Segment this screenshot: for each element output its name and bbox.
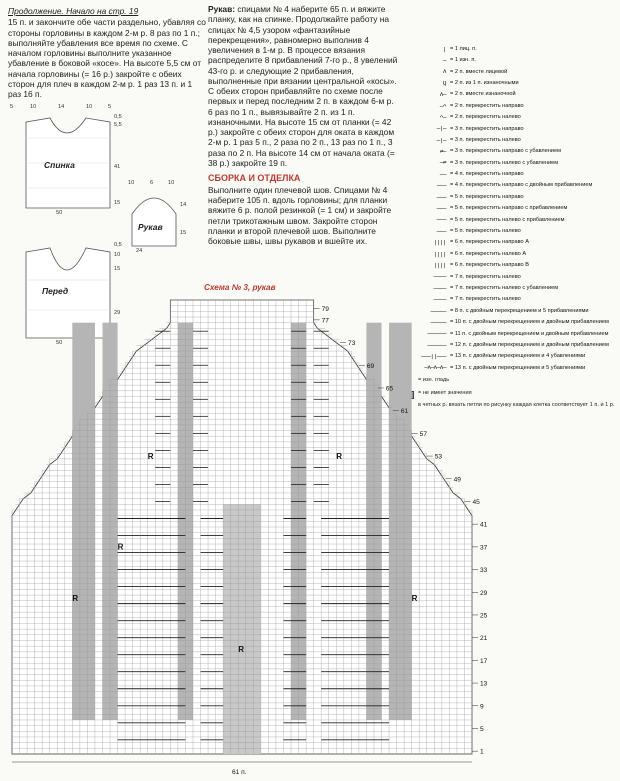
back-side-dim-3: 41 xyxy=(114,164,121,170)
sleeve-top-dim-2: 6 xyxy=(150,180,154,186)
front-width: 50 xyxy=(56,340,63,346)
legend-label: = 1 изн. п. xyxy=(450,57,476,64)
legend-symbol: |||| xyxy=(433,262,446,269)
row-number: 61 xyxy=(400,408,409,416)
assembly-body: Выполните один плечевой шов. Спицами № 4 наберите 105 п. вдоль горловины; для планки вяжите 6 р. полой резинкой (= 1 см) и закройте петли трикотажным швом. Закройте сторон планки и второй плечевой шов. Выполните боковые швы, швы рукавов и вшейте их. xyxy=(208,184,392,247)
legend-symbol: |||| xyxy=(433,240,446,247)
legend-label: = 3 п. перекрестить направо xyxy=(450,125,524,132)
legend-symbol: —————— xyxy=(427,342,446,349)
legend-symbol: ⇌— xyxy=(439,149,446,156)
legend-label: = 2 п. из 1 п. изнаночными xyxy=(450,79,519,86)
legend-label: = 7 п. перекрестить налево xyxy=(450,296,521,303)
legend-label: = 4 п. перекрестить направо с двойным прибавлением xyxy=(450,182,593,189)
legend-symbol: ʌ xyxy=(442,69,446,76)
legend-label: = 3 п. перекрестить налево с убавлением xyxy=(450,159,559,166)
back-width: 50 xyxy=(56,210,63,216)
row-number: 57 xyxy=(419,430,428,438)
legend-label: = 10 п. с двойным перекрещением и двойным прибавлением xyxy=(450,319,609,326)
legend-symbol: ᴖ— xyxy=(439,114,446,121)
legend-symbol: ——— xyxy=(436,228,446,235)
r-symbol-text: = изн. гладь xyxy=(418,377,450,384)
legend-symbol: ———— xyxy=(433,274,446,281)
assembly-heading: СБОРКА И ОТДЕЛКА xyxy=(208,173,301,183)
back-top-dim-4: 10 xyxy=(86,104,93,110)
legend-label: = 7 п. перекрестить налево xyxy=(450,273,521,280)
row-number: 17 xyxy=(480,657,488,665)
row-number: 65 xyxy=(385,385,394,393)
back-top-dim-5: 5 xyxy=(108,104,112,110)
legend-label: = 12 п. с двойным перекрещением и двойным прибавлением xyxy=(450,341,609,348)
row-number: 41 xyxy=(480,521,488,529)
back-top-dim-1: 5 xyxy=(10,104,14,110)
legend-symbol: ———— xyxy=(433,297,446,304)
legend-label: = 3 п. перекрестить направо с убавлением xyxy=(450,148,561,155)
legend-label: = 8 п. с двойным перекрещением и 5 прибавлениями xyxy=(450,307,589,314)
legend-symbol: ʌ— xyxy=(439,92,446,99)
row-number: 69 xyxy=(366,362,375,370)
legend-label: = 2 п. перекрестить направо xyxy=(450,102,524,109)
region-label-r: R xyxy=(117,542,124,552)
row-number: 49 xyxy=(453,476,461,484)
legend-symbol: —⇌ xyxy=(439,160,446,167)
row-number: 79 xyxy=(321,306,329,314)
legend-symbol: —|— xyxy=(436,137,446,144)
row-number: 33 xyxy=(480,567,488,575)
row-number: 13 xyxy=(480,680,488,688)
row-number: 37 xyxy=(480,544,488,552)
left-body-text: 15 п. и закончите обе части раздельно, убавляя со стороны горловины в каждом 2-м р. 8 раз по 1 п.; выполняйте убавления все время по схеме. С началом горловины выполните указанное убавление в боковой «косе». На высоте 5,5 см от начала горловины (= 16 р.) закройте с обеих сторон для плеч в каждом 2-м р. 1 раз 13 п. и 1 раз 16 п. xyxy=(8,17,206,99)
legend-symbol: —— xyxy=(439,171,446,178)
legend-label: = 2 п. перекрестить налево xyxy=(450,114,521,121)
legend-symbol: —ᴖ xyxy=(439,103,446,110)
stitch-count-label: 61 п. xyxy=(232,769,247,776)
row-number: 73 xyxy=(348,340,356,348)
region-label-r: R xyxy=(147,451,154,461)
row-number: 45 xyxy=(472,498,480,506)
legend-label: = 5 п. перекрестить направо с прибавлением xyxy=(450,205,568,212)
legend-label: = 6 п. перекрестить налево А xyxy=(450,250,527,257)
sleeve-side-dim-2: 15 xyxy=(180,230,187,236)
front-side-dim-2: 10 xyxy=(114,252,121,258)
sleeve-label: Рукав xyxy=(138,222,163,232)
front-side-dim-4: 29 xyxy=(114,310,121,316)
continued-note: Продолжение. Начало на стр. 19 xyxy=(8,6,139,16)
legend-symbol: ——— xyxy=(436,217,446,224)
legend-label: = 3 п. перекрестить налево xyxy=(450,136,521,143)
back-side-dim-4: 15 xyxy=(114,200,121,206)
legend-symbol: | xyxy=(442,46,446,53)
sleeve-top-dim-1: 10 xyxy=(128,180,135,186)
sleeve-top-dim-3: 10 xyxy=(168,180,175,186)
legend-label: = 13 п. с двойным перекрещением и 5 убавлениями xyxy=(450,364,586,371)
back-top-dim-3: 14 xyxy=(58,104,65,110)
legend-label: = 7 п. перекрестить налево с убавлением xyxy=(450,284,559,291)
back-top-dim-2: 10 xyxy=(30,104,37,110)
legend-label: = 11 п. с двойным перекрещением и двойным прибавлением xyxy=(450,330,609,337)
region-label-r: R xyxy=(411,593,418,603)
row-number: 5 xyxy=(480,725,484,733)
row-number: 29 xyxy=(480,589,488,597)
legend-symbol: ———— xyxy=(433,285,446,292)
row-number: 21 xyxy=(480,635,488,643)
front-side-dim-1: 0,5 xyxy=(114,242,122,248)
sleeve-width: 24 xyxy=(136,248,143,254)
legend-label: = 5 п. перекрестить налево xyxy=(450,228,521,235)
region-label-r: R xyxy=(336,451,343,461)
legend-label: = 6 п. перекрестить направо В xyxy=(450,262,529,269)
legend-symbol: ——— xyxy=(436,194,446,201)
sleeve-body: спицами № 4 наберите 65 п. и вяжите планку, как на спинке. Продолжайте работу на спицах № 4,5 узором «фантазийные перекрещения», равномерно выполнив 4 увеличения в 1-м р. В процессе вязания распределите 8 прибавлений 7-го р., 8 увелений 43-го р. и следующие 2 прибавления, выполненные при вязании центральной «косы». С обеих сторон прибавляйте по схеме после первых и перед последним 2 п. в каждом 6-м р. 6 раз по 1 п., вывязывайте 2 п. из 1 п. изнаночными. На высоте 15 см от планки (= 42 р.) закройте с обеих сторон для оката в каждом 2-м р. 1 раз 5 п., 2 раза по 2 п., 13 раз по 1 п., 3 раза по 2 п. На высоте 14 см от начала оката (= 38 р.) закройте 19 п. xyxy=(208,4,398,168)
legend-symbol: ————— xyxy=(430,319,446,326)
legend-label: = 6 п. перекрестить направо А xyxy=(450,239,529,246)
gray-cell-text: = не имеет значения xyxy=(418,389,472,396)
legend-symbol: —————— xyxy=(427,331,446,338)
legend-label: = 5 п. перекрестить направо xyxy=(450,193,524,200)
region-label-r: R xyxy=(238,644,245,654)
row-number: 9 xyxy=(480,703,484,711)
even-rows-note: в четных р. вязать петли по рисунку каждая клетка соответствует 1 п. и 1 р. xyxy=(418,401,615,408)
legend-symbol: —|— xyxy=(436,126,446,133)
legend-symbol: |||| xyxy=(433,251,446,258)
row-number: 1 xyxy=(480,748,484,756)
legend-symbol: —ʌ—ʌ—ʌ— xyxy=(424,365,446,372)
legend-label: = 1 лиц. п. xyxy=(450,45,477,52)
legend-symbol: Q xyxy=(442,80,446,87)
front-side-dim-3: 15 xyxy=(114,266,121,272)
legend-label: = 13 п. с двойным перекрещением и 4 убавлениями xyxy=(450,353,586,360)
sleeve-side-dim-1: 14 xyxy=(180,202,187,208)
legend-symbol: — xyxy=(442,57,446,64)
legend-symbol: ————— xyxy=(430,308,446,315)
legend-label: = 5 п. перекрестить налево с прибавлением xyxy=(450,216,565,223)
back-side-dim-1: 0,5 xyxy=(114,114,122,120)
front-label: Перед xyxy=(42,286,69,296)
legend-label: = 2 п. вместе лицевой xyxy=(450,68,508,75)
row-number: 53 xyxy=(434,453,443,461)
row-number: 25 xyxy=(480,612,488,620)
sleeve-title: Рукав: xyxy=(208,4,236,14)
legend-symbol: ——— xyxy=(436,183,446,190)
legend-label: = 4 п. перекрестить направо xyxy=(450,171,524,178)
legend-symbol: ——— xyxy=(436,206,446,213)
back-side-dim-2: 5,5 xyxy=(114,122,122,128)
row-number: 77 xyxy=(321,317,329,325)
chart-title: Схема № 3, рукав xyxy=(204,283,276,292)
legend-label: = 2 п. вместе изнаночной xyxy=(450,91,516,98)
region-label-r: R xyxy=(72,593,79,603)
legend-symbol: ———||——— xyxy=(421,354,446,361)
back-label: Спинка xyxy=(44,160,75,170)
